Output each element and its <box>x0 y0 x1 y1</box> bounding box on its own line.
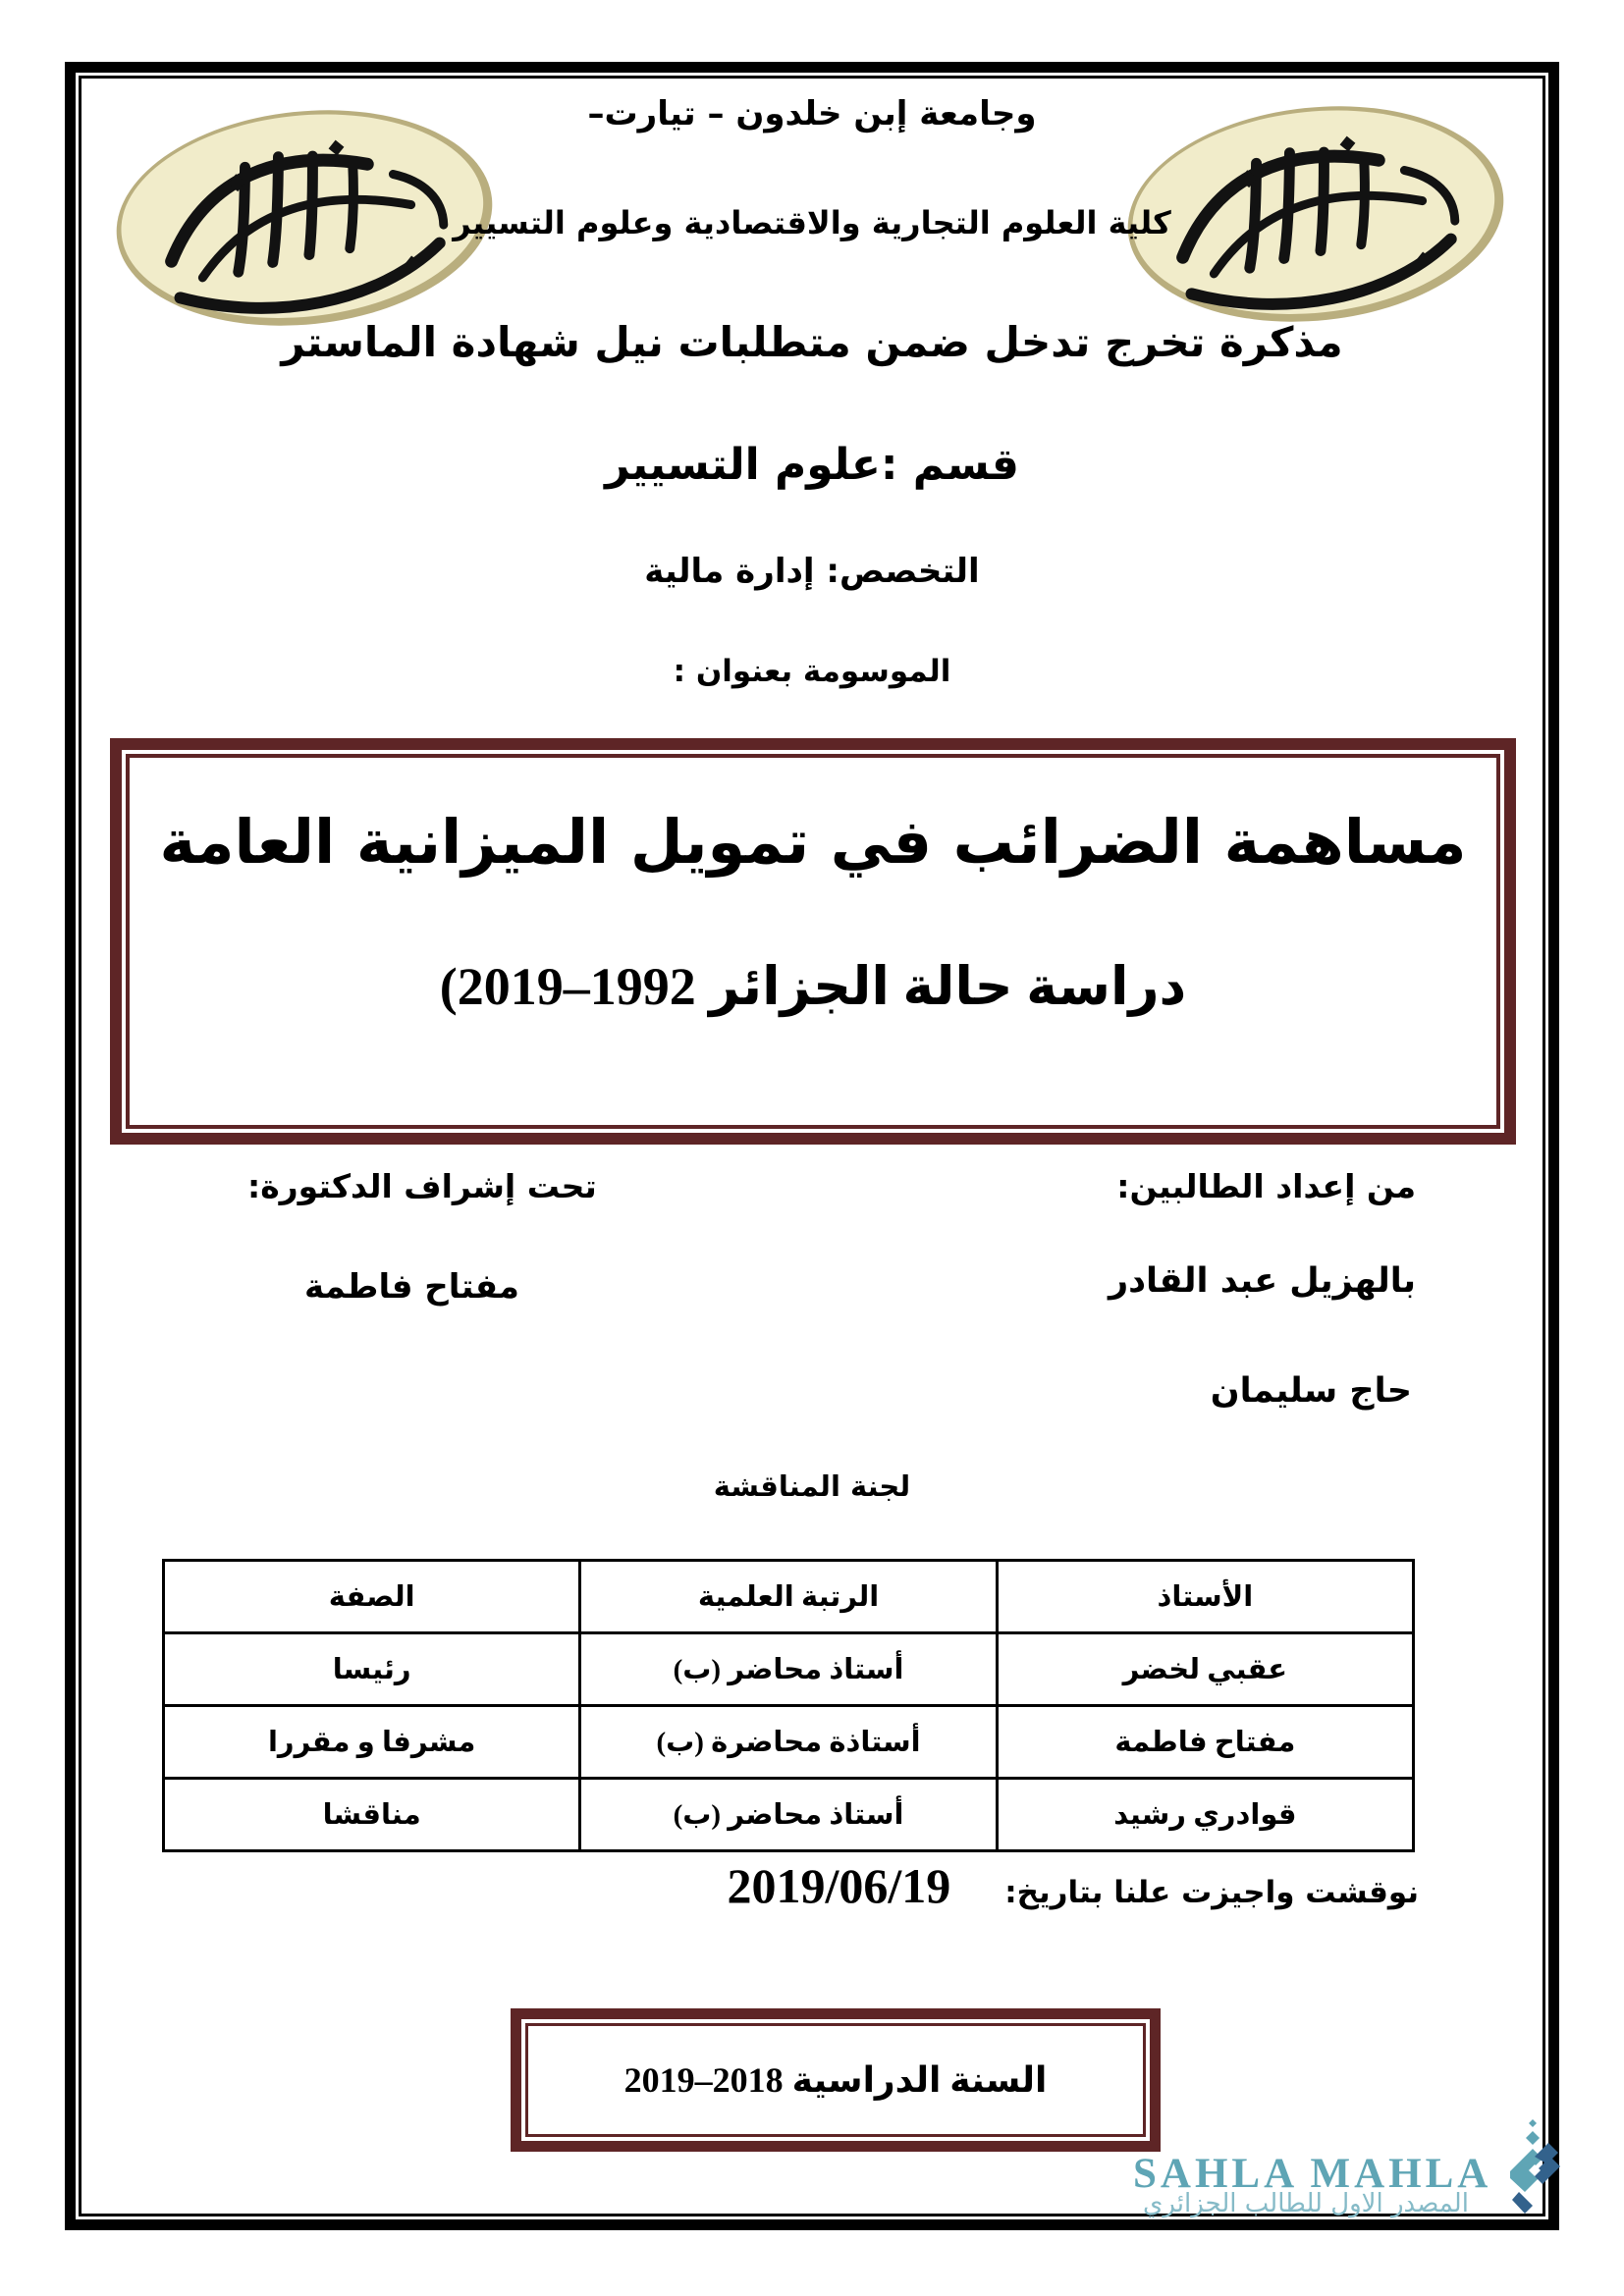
faculty-line: كلية العلوم التجارية والاقتصادية وعلوم التسيير <box>453 204 1171 241</box>
table-row <box>164 1633 1414 1706</box>
academic-year-box-inner <box>525 2023 1146 2137</box>
table-cell-professor: عقبي لخضر <box>997 1633 1413 1706</box>
table-row <box>164 1779 1414 1851</box>
supervisor-label: تحت إشراف الدكتورة: <box>247 1167 597 1205</box>
table-cell-professor: قوادري رشيد <box>997 1779 1413 1851</box>
table-cell-role: مشرفا و مقررا <box>164 1706 580 1779</box>
department-line: قسم :علوم التسيير <box>605 440 1019 490</box>
table-header-row <box>164 1561 1414 1633</box>
defense-line <box>727 1857 1419 1914</box>
thesis-title-box-inner <box>126 754 1500 1129</box>
committee-table <box>162 1559 1415 1852</box>
students-label: من إعداد الطالبين: <box>1116 1167 1416 1205</box>
column-header-rank: الرتبة العلمية <box>580 1561 997 1633</box>
memoir-line: مذكرة تخرج تدخل ضمن متطلبات نيل شهادة الماستر <box>281 318 1343 366</box>
thesis-title-box <box>110 738 1516 1145</box>
supervisor-name: مفتاح فاطمة <box>304 1267 519 1307</box>
university-line: وجامعة إبن خلدون – تيارت– <box>587 94 1037 133</box>
academic-year-box <box>511 2008 1161 2152</box>
table-cell-rank: أستاذة محاضرة (ب) <box>580 1706 997 1779</box>
table-cell-professor: مفتاح فاطمة <box>997 1706 1413 1779</box>
student-name: حاج سليمان <box>1210 1371 1412 1411</box>
defense-label: نوقشت واجيزت علنا بتاريخ: <box>1004 1875 1419 1910</box>
column-header-role: الصفة <box>164 1561 580 1633</box>
sahla-mahla-logo-icon <box>1504 2118 1561 2220</box>
table-cell-rank: أستاذ محاضر (ب) <box>580 1779 997 1851</box>
column-header-professor: الأستاذ <box>997 1561 1413 1633</box>
defense-date: 2019/06/19 <box>727 1858 951 1913</box>
committee-heading: لجنة المناقشة <box>713 1469 911 1503</box>
table-cell-role: رئيسا <box>164 1633 580 1706</box>
specialty-line: التخصص: إدارة مالية <box>644 552 980 591</box>
watermark-brand: SAHLA MAHLA <box>1133 2151 1492 2197</box>
thesis-subtitle: دراسة حالة الجزائر 1992–2019) <box>439 957 1187 1017</box>
student-name: بالهزيل عبد القادر <box>1108 1261 1416 1301</box>
watermark-tagline: المصدر الاول للطالب الجزائري <box>1143 2189 1469 2218</box>
table-row <box>164 1706 1414 1779</box>
titled-label: الموسومة بعنوان : <box>673 654 951 689</box>
academic-year-text: السنة الدراسية 2018–2019 <box>623 2060 1048 2100</box>
table-cell-role: مناقشا <box>164 1779 580 1851</box>
table-cell-rank: أستاذ محاضر (ب) <box>580 1633 997 1706</box>
thesis-title: مساهمة الضرائب في تمويل الميزانية العامة <box>159 806 1467 878</box>
